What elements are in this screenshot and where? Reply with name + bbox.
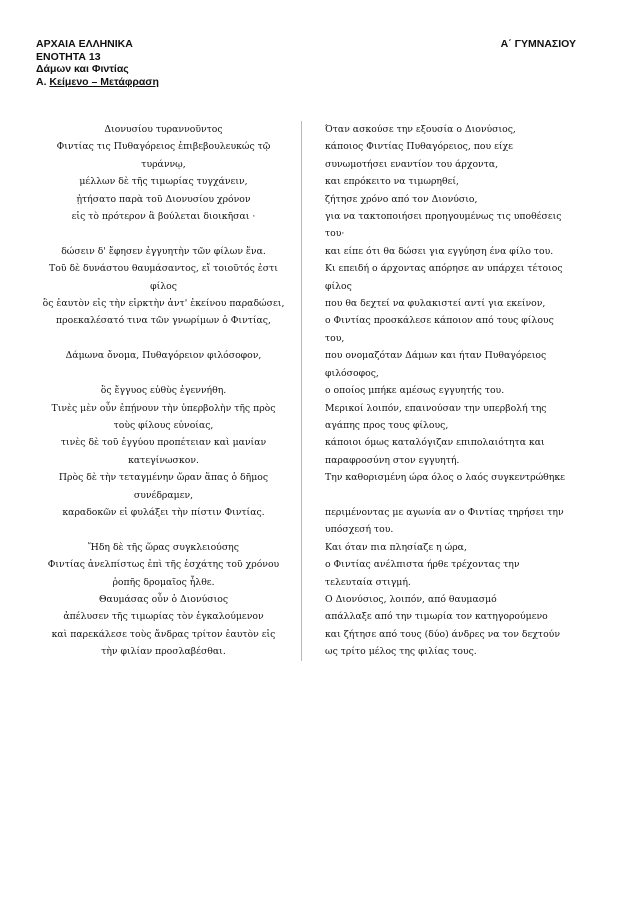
segment-row	[34, 434, 608, 469]
translation-line: Κι επειδή ο άρχοντας απόρησε αν υπάρχει τέτοιος	[325, 263, 563, 275]
column-divider	[301, 591, 325, 608]
translation-line: Ο Διονύσιος, λοιπόν, από θαυμασμό	[325, 593, 497, 605]
greek-line: τινὲς δὲ τοῦ ἐγγύου προπέτειαν καὶ μανίαν	[60, 437, 267, 449]
translation-line: ως τρίτο μέλος της φιλίας τους.	[325, 646, 477, 658]
segment-row	[34, 556, 608, 591]
modern-greek-translation	[325, 434, 608, 469]
segment-row	[34, 243, 608, 260]
greek-line: εἰς τὸ πρότερον ἃ βούλεται διοικῆσαι ·	[71, 211, 256, 223]
column-divider	[301, 347, 325, 382]
ancient-greek-text	[34, 608, 301, 625]
text-translation-table	[34, 121, 608, 661]
modern-greek-translation	[325, 556, 608, 591]
translation-line: κάποιοι όμως καταλόγιζαν επιπολαιότητα και	[325, 437, 545, 449]
header-top-row	[36, 38, 576, 51]
translation-line: ζήτησε χρόνο από τον Διονύσιο,	[325, 193, 478, 205]
segment-row	[34, 626, 608, 661]
translation-line: για να τακτοποιήσει προηγουμένως τις υποθέσεις	[325, 211, 562, 223]
greek-line: ὃς ἔγγυος εὐθὺς ἐγεννήθη.	[100, 385, 227, 397]
greek-line: φίλος	[150, 280, 177, 292]
segment-row	[34, 469, 608, 504]
segment-row	[34, 347, 608, 382]
greek-line: προεκαλέσατό τινα τῶν γνωρίμων ὁ Φιντίας,	[56, 315, 271, 327]
greek-line: ῥοπῆς δρομαῖος ἦλθε.	[112, 576, 215, 588]
translation-line: τελευταία στιγμή.	[325, 576, 411, 588]
modern-greek-translation	[325, 382, 608, 399]
modern-greek-translation	[325, 312, 608, 347]
greek-line: Δάμωνα ὄνομα, Πυθαγόρειον φιλόσοφον,	[65, 350, 262, 362]
ancient-greek-text	[34, 121, 301, 243]
column-divider	[301, 504, 325, 539]
translation-line: του,	[325, 332, 345, 344]
translation-line: φιλόσοφος,	[325, 367, 379, 379]
ancient-greek-text	[34, 556, 301, 591]
document-header	[36, 38, 576, 88]
greek-line: ὃς ἑαυτὸν εἰς τὴν εἱρκτὴν ἀντ' ἐκείνου παραδώσει,	[42, 298, 285, 310]
ancient-greek-text	[34, 539, 301, 556]
column-divider	[301, 608, 325, 625]
modern-greek-translation	[325, 400, 608, 435]
translation-line: περιμένοντας με αγωνία αν ο Φιντίας τηρήσει την	[325, 506, 564, 518]
translation-line: κάποιος Φιντίας Πυθαγόρειος, που είχε	[325, 141, 514, 153]
translation-line: Όταν ασκούσε την εξουσία ο Διονύσιος,	[325, 124, 516, 135]
segment-row	[34, 591, 608, 608]
translation-line: ο Φιντίας ανέλπιστα ήρθε τρέχοντας την	[325, 559, 520, 571]
segment-row	[34, 382, 608, 399]
greek-line: Διονυσίου τυραννοῦντος	[104, 124, 223, 135]
greek-line: ᾐτήσατο παρὰ τοῦ Διονυσίου χρόνον	[76, 193, 251, 205]
greek-line: Φιντίας τις Πυθαγόρειος ἐπιβεβουλευκώς τῷ	[56, 141, 271, 153]
ancient-greek-text	[34, 504, 301, 539]
ancient-greek-text	[34, 243, 301, 260]
translation-line: που ονομαζόταν Δάμων και ήταν Πυθαγόρειος	[325, 350, 547, 362]
section-title: Κείμενο – Μετάφραση	[49, 75, 159, 88]
segment-row	[34, 608, 608, 625]
segment-row	[34, 539, 608, 556]
greek-line: τυράννῳ,	[141, 158, 186, 170]
translation-line	[325, 487, 608, 504]
modern-greek-translation	[325, 591, 608, 608]
translation-line: Την καθορισμένη ώρα όλος ο λαός συγκεντρώθηκε	[325, 472, 565, 484]
segment-row	[34, 504, 608, 539]
ancient-greek-text	[34, 400, 301, 435]
segment-row	[34, 295, 608, 312]
greek-line: τὴν φιλίαν προσλαβέσθαι.	[101, 646, 226, 658]
translation-line: του·	[325, 228, 345, 240]
segment-row	[34, 121, 608, 243]
translation-line: που θα δεχτεί να φυλακιστεί αντί για εκείνον,	[325, 298, 546, 310]
greek-line: μέλλων δὲ τῆς τιμωρίας τυγχάνειν,	[79, 176, 248, 188]
greek-line: Τοῦ δὲ δυνάστου θαυμάσαντος, εἴ τοιοῦτός ἐστι	[49, 263, 278, 275]
column-divider	[301, 243, 325, 260]
ancient-greek-text	[34, 260, 301, 295]
greek-line: Ἤδη δὲ τῆς ὥρας συγκλειούσης	[88, 541, 239, 553]
translation-line: συνωμοτήσει εναντίον του άρχοντα,	[325, 158, 499, 170]
column-divider	[301, 626, 325, 661]
greek-line: κατεγίνωσκον.	[128, 454, 199, 466]
column-divider	[301, 556, 325, 591]
ancient-greek-text	[34, 312, 301, 347]
column-divider	[301, 121, 325, 243]
modern-greek-translation	[325, 260, 608, 295]
unit-label: ΕΝΟΤΗΤΑ 13	[36, 50, 101, 63]
modern-greek-translation	[325, 243, 608, 260]
grade-label: Α΄ ΓΥΜΝΑΣΙΟΥ	[500, 38, 576, 50]
greek-line: Θαυμάσας οὖν ὁ Διονύσιος	[98, 593, 229, 605]
modern-greek-translation	[325, 121, 608, 243]
greek-line: Φιντίας ἀνελπίστως ἐπὶ τῆς ἐσχάτης τοῦ χρόνου	[47, 559, 280, 571]
column-divider	[301, 312, 325, 347]
greek-line: Πρὸς δὲ τὴν τεταγμένην ὥραν ἅπας ὁ δῆμος	[58, 472, 269, 484]
greek-line: Τινὲς μὲν οὖν ἐπῄνουν τὴν ὑπερβολὴν τῆς πρὸς	[51, 402, 276, 414]
column-divider	[301, 469, 325, 504]
translation-line: υπόσχεσή του.	[325, 524, 394, 536]
translation-line: ο οποίος μπήκε αμέσως εγγυητής του.	[325, 385, 505, 397]
subject-label: ΑΡΧΑΙΑ ΕΛΛΗΝΙΚΑ	[36, 38, 133, 50]
column-divider	[301, 260, 325, 295]
greek-line: καὶ παρεκάλεσε τοὺς ἄνδρας τρίτον ἑαυτὸν εἰς	[51, 628, 276, 640]
column-divider	[301, 539, 325, 556]
greek-line: συνέδραμεν,	[133, 489, 194, 501]
topic-label: Δάμων και Φιντίας	[36, 63, 129, 75]
ancient-greek-text	[34, 382, 301, 399]
greek-line: δώσειν δ' ἔφησεν ἐγγυητὴν τῶν φίλων ἕνα.	[61, 245, 266, 257]
modern-greek-translation	[325, 347, 608, 382]
ancient-greek-text	[34, 295, 301, 312]
translation-line: παραφροσύνη στον εγγυητή.	[325, 454, 460, 466]
column-divider	[301, 295, 325, 312]
translation-line: ο Φιντίας προσκάλεσε κάποιον από τους φίλους	[325, 315, 554, 327]
translation-line: Και όταν πια πλησίαζε η ώρα,	[325, 541, 467, 553]
ancient-greek-text	[34, 347, 301, 382]
greek-line: καραδοκῶν εἰ φυλάξει τὴν πίστιν Φιντίας.	[62, 506, 265, 518]
ancient-greek-text	[34, 469, 301, 504]
section-prefix: Α.	[36, 75, 50, 88]
segment-row	[34, 400, 608, 435]
translation-line: αγάπης προς τους φίλους,	[325, 419, 449, 431]
modern-greek-translation	[325, 469, 608, 504]
modern-greek-translation	[325, 539, 608, 556]
ancient-greek-text	[34, 591, 301, 608]
ancient-greek-text	[34, 626, 301, 661]
modern-greek-translation	[325, 626, 608, 661]
translation-line: και είπε ότι θα δώσει για εγγύηση ένα φίλο του.	[325, 245, 554, 257]
segment-row	[34, 312, 608, 347]
modern-greek-translation	[325, 504, 608, 539]
translation-line: φίλος	[325, 280, 352, 292]
greek-line: ἀπέλυσεν τῆς τιμωρίας τὸν ἐγκαλούμενον	[63, 611, 264, 623]
translation-line: απάλλαξε από την τιμωρία τον κατηγορούμενο	[325, 611, 548, 623]
column-divider	[301, 400, 325, 435]
modern-greek-translation	[325, 608, 608, 625]
translation-line: και ζήτησε από τους (δύο) άνδρες να τον δεχτούν	[325, 628, 560, 640]
translation-line: και επρόκειτο να τιμωρηθεί,	[325, 176, 459, 188]
translation-line: Μερικοί λοιπόν, επαινούσαν την υπερβολή της	[325, 402, 547, 414]
ancient-greek-text	[34, 434, 301, 469]
greek-line: τοὺς φίλους εὐνοίας,	[113, 419, 214, 431]
section-heading	[36, 76, 576, 89]
column-divider	[301, 382, 325, 399]
modern-greek-translation	[325, 295, 608, 312]
segment-row	[34, 260, 608, 295]
column-divider	[301, 434, 325, 469]
